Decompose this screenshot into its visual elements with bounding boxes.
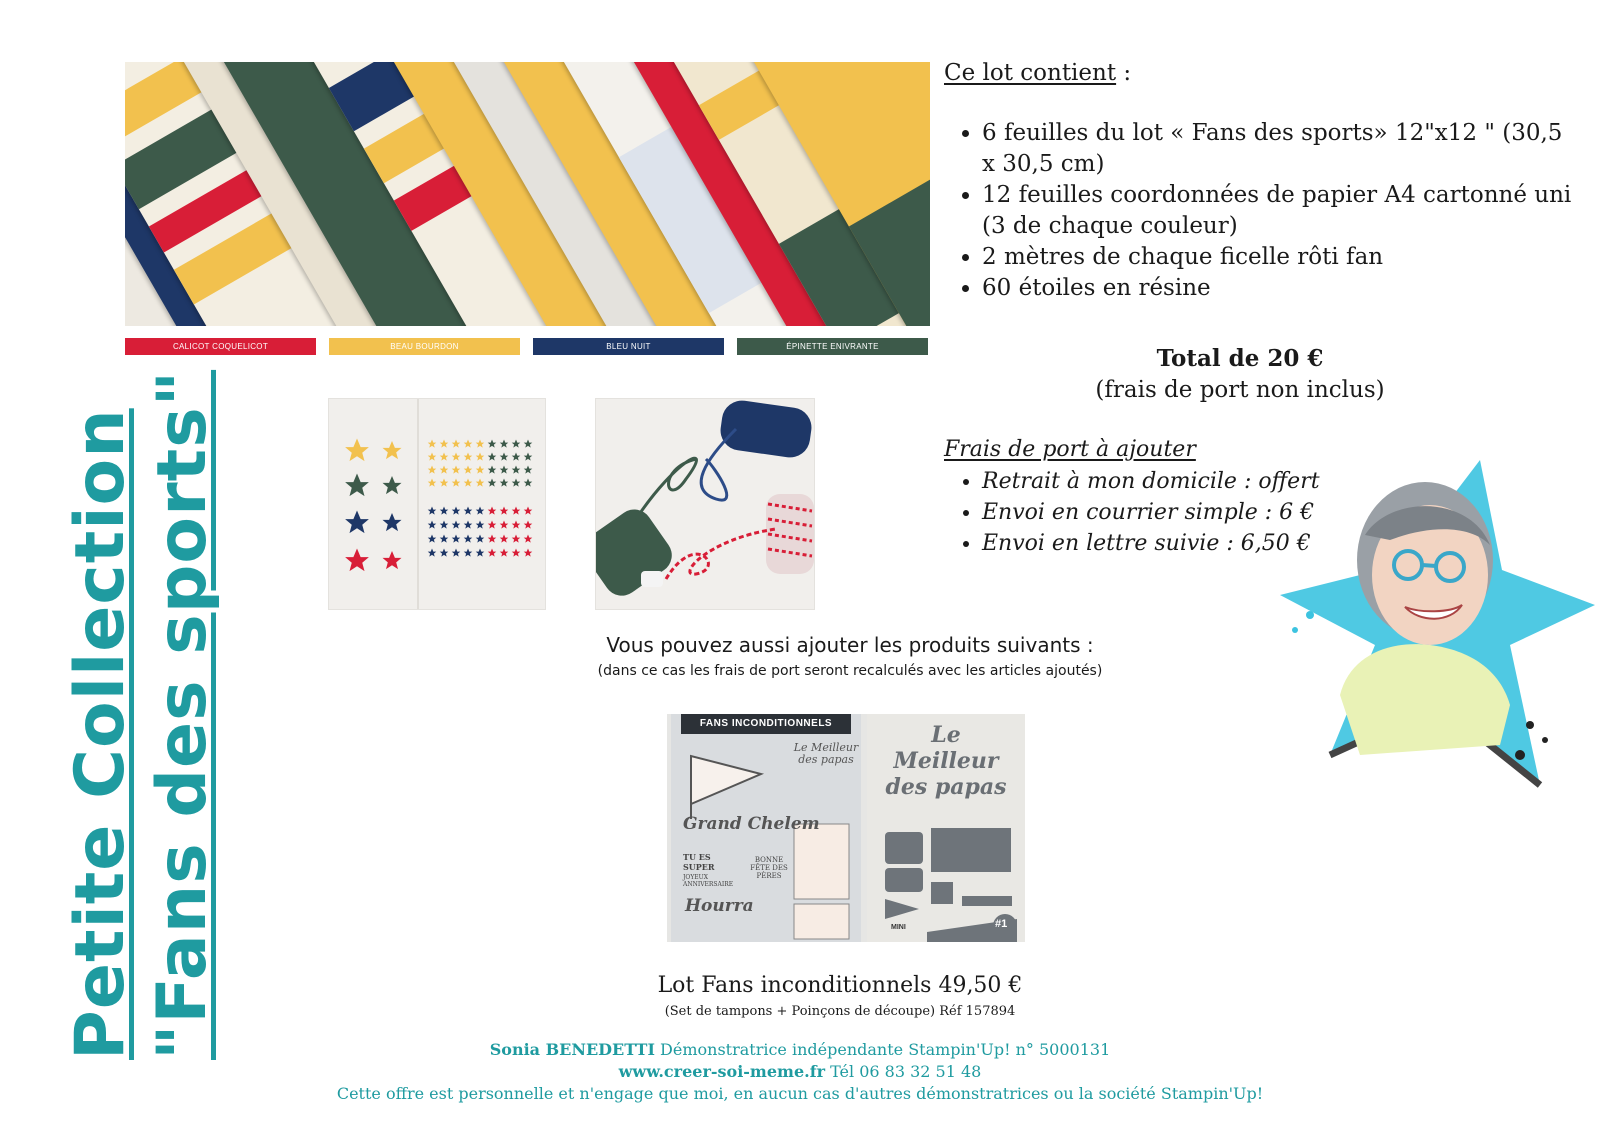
stamp-set-image [667,714,1025,942]
swatch-epinette-enivrante: ÉPINETTE ENIVRANTE [737,338,928,355]
die-shapes [867,714,1025,942]
contents-list [944,118,1582,304]
die-set [867,714,1025,942]
stamp-banner: FANS INCONDITIONNELS [681,714,851,734]
resin-stars-illustration [329,399,546,610]
lot-title: Lot Fans inconditionnels 49,50 € [657,973,1023,998]
lot-detail: (Set de tampons + Poinçons de découpe) Réf 157894 [664,1004,1016,1019]
collection-title-line2: "Fans des sports" [143,369,222,1060]
footer-line-2 [300,1062,1300,1081]
list-item: • Envoi en courrier simple : 6 € [982,497,1320,528]
list-item: • Retrait à mon domicile : offert [982,466,1320,497]
shipping-heading: Frais de port à ajouter [944,437,1196,462]
swatch-calicot-coquelicot: CALICOT COQUELICOT [125,338,316,355]
avatar [1270,455,1600,805]
total-note: (frais de port non inclus) [1095,377,1385,403]
swatch-beau-bourdon: BEAU BOURDON [329,338,520,355]
resin-stars-image [328,398,546,610]
contents-heading: Ce lot contient : [944,60,1132,86]
list-item: • 60 étoiles en résine [982,273,1582,304]
stamp-text-hourra: Hourra [685,896,754,916]
shipping-list [944,466,1320,559]
collection-title-line1: Petite Collection [61,408,140,1060]
price-total [1040,343,1440,406]
stamp-text-super: TU ES SUPER [683,852,715,872]
twine-image [595,398,815,610]
addons-heading: Vous pouvez aussi ajouter les produits suivants : [606,633,1094,657]
demonstrator-name: Sonia BENEDETTI [489,1040,655,1059]
list-item: • Envoi en lettre suivie : 6,50 € [982,528,1320,559]
twine-illustration [596,399,815,610]
stamp-text-anniversaire: JOYEUX ANNIVERSAIRE [683,874,734,888]
footer-line-1 [300,1040,1300,1059]
list-item: • 2 mètres de chaque ficelle rôti fan [982,242,1582,273]
collection-title [60,370,224,1060]
phone-number: Tél 06 83 32 51 48 [825,1062,982,1081]
footer-disclaimer: Cette offre est personnelle et n'engage que moi, en aucun cas d'autres démonstratrices ou la société Stampin'Up! [336,1084,1264,1103]
die-mini-label: MINI [891,924,906,931]
color-swatch-bar [125,338,930,355]
stamp-text-grand-chelem: Grand Chelem [683,814,820,834]
website-link[interactable]: www.creer-soi-meme.fr [618,1062,826,1081]
die-badge: #1 [995,918,1008,930]
stamp-text-meilleur: Le Meilleur des papas [793,741,859,766]
stamp-text-fete: BONNE FÊTE DES PÈRES [750,856,788,880]
list-item: • 6 feuilles du lot « Fans des sports» 12"x12 " (30,5 x 30,5 cm) [982,118,1582,180]
die-text-meilleur: Le Meilleur des papas [885,722,1007,800]
addons-note: (dans ce cas les frais de port seront recalculés avec les articles ajoutés) [597,663,1103,679]
demonstrator-role: Démonstratrice indépendante Stampin'Up! n° 5000131 [654,1040,1111,1059]
avatar-illustration [1270,455,1600,805]
list-item: • 12 feuilles coordonnées de papier A4 cartonné uni (3 de chaque couleur) [982,180,1582,242]
swatch-bleu-nuit: BLEU NUIT [533,338,724,355]
designer-paper-image [125,62,930,326]
stamp-package [671,714,861,942]
total-price: Total de 20 € [1156,345,1324,372]
